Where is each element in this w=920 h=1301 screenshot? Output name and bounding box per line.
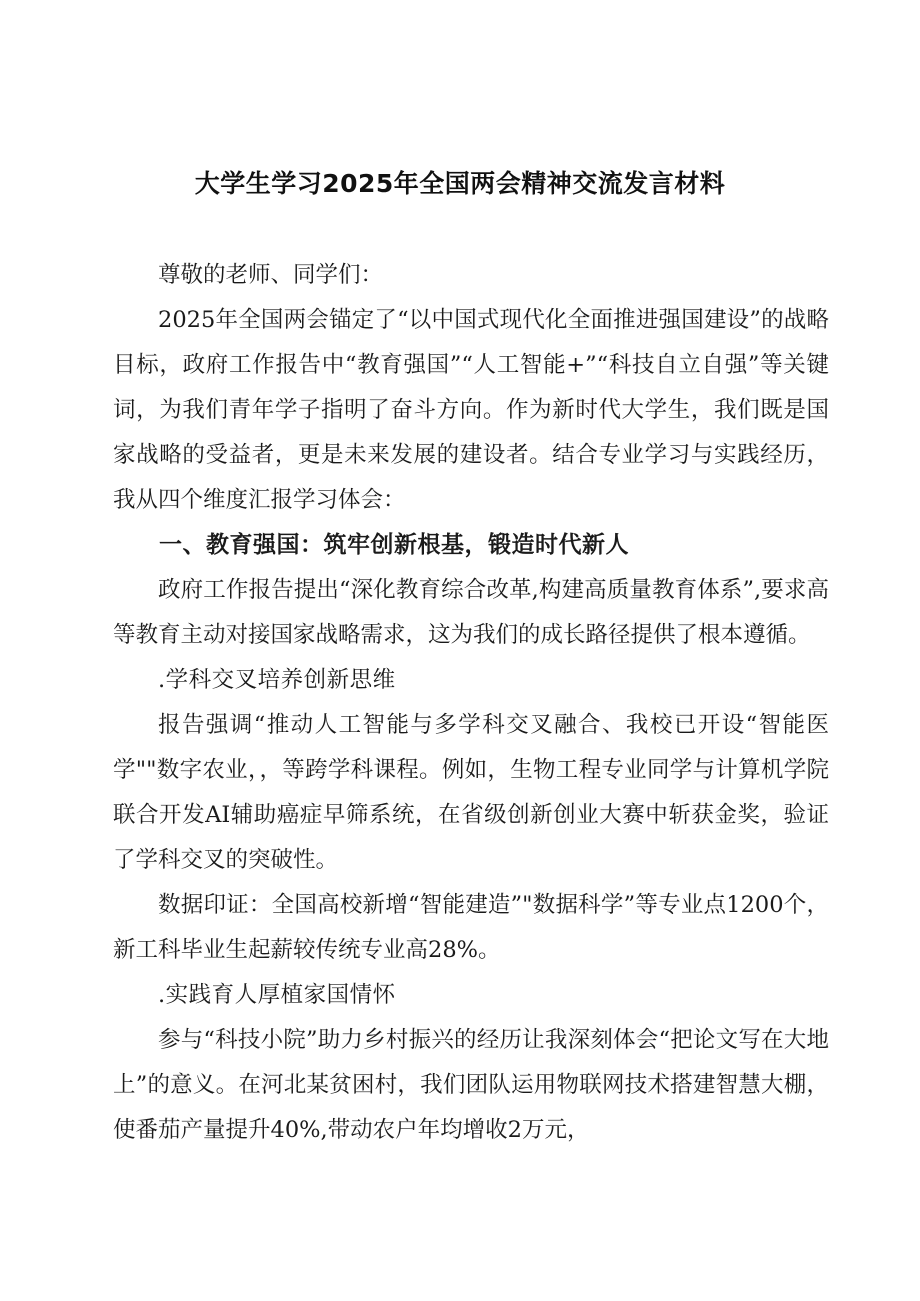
intro-paragraph: 2025年全国两会锚定了“以中国式现代化全面推进强国建设”的战略目标，政府工作报告中“教育强国”“人工智能+”“科技自立自强”等关键词，为我们青年学子指明了奋斗方向。作为新时代大学生，我们既是国家战略的受益者，更是未来发展的建设者。结合专业学习与实践经历，我从四个维度汇报学习体会： — [113, 307, 829, 513]
salutation: 尊敬的老师、同学们： — [158, 262, 384, 288]
body-paragraph: 参与“科技小院”助力乡村振兴的经历让我深刻体会“把论文写在大地上”的意义。在河北某贫困村，我们团队运用物联网技术搭建智慧大棚，使番茄产量提升40%,带动农户年均增收2万元， — [113, 1027, 829, 1143]
section-paragraph: 政府工作报告提出“深化教育综合改革,构建高质量教育体系”,要求高等教育主动对接国家战略需求，这为我们的成长路径提供了根本遵循。 — [113, 577, 829, 648]
subheading: .学科交叉培养创新思维 — [158, 667, 396, 693]
document-body — [113, 253, 829, 1153]
data-paragraph: 数据印证：全国高校新增“智能建造”"数据科学”等专业点1200个，新工科毕业生起薪较传统专业高28%。 — [113, 892, 829, 963]
subheading: .实践育人厚植家国情怀 — [158, 982, 396, 1008]
section-heading: 一、教育强国：筑牢创新根基，锻造时代新人 — [159, 532, 629, 558]
document-title: 大学生学习2025年全国两会精神交流发言材料 — [194, 169, 726, 198]
body-paragraph: 报告强调“推动人工智能与多学科交叉融合、我校已开设“智能医学""数字农业，，等跨学科课程。例如，生物工程专业同学与计算机学院联合开发AI辅助癌症早筛系统，在省级创新创业大赛中斩获金奖，验证了学科交叉的突破性。 — [113, 712, 829, 873]
